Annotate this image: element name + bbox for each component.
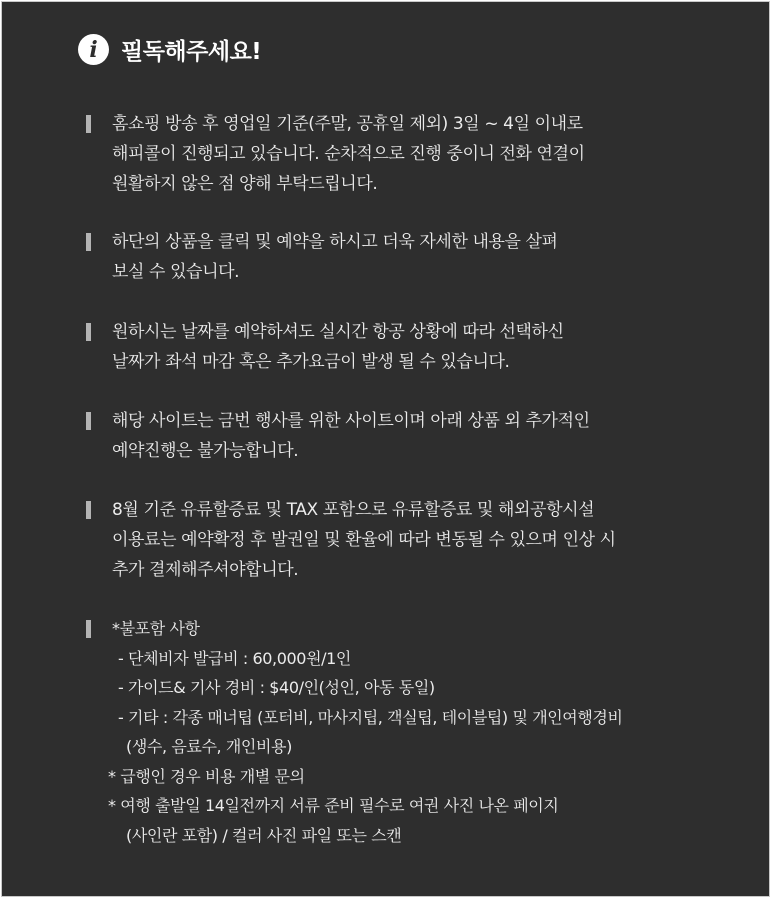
notice-panel bbox=[1, 1, 770, 897]
notice-item-flight-status bbox=[82, 317, 722, 377]
notice-text: 홈쇼핑 방송 후 영업일 기준(주말, 공휴일 제외) 3일 ~ 4일 이내로 해피콜이 진행되고 있습니다. 순차적으로 진행 중이니 전화 연결이 원활하지 않은 점 양해 부탁드립니다. bbox=[112, 114, 585, 194]
exclusions-list bbox=[108, 614, 722, 850]
bullet-bar bbox=[86, 115, 91, 133]
info-icon-glyph: i bbox=[89, 36, 98, 63]
notice-item-happycall bbox=[82, 109, 722, 199]
bullet-bar bbox=[86, 620, 91, 638]
exclusion-item-visa: - 단체비자 발급비 : 60,000원/1인 bbox=[118, 648, 351, 668]
exclusions-heading: *불포함 사항 bbox=[112, 619, 200, 638]
notice-text: 해당 사이트는 금번 행사를 위한 사이트이며 아래 상품 외 추가적인 예약진행은 불가능합니다. bbox=[112, 411, 590, 461]
notice-text: 원하시는 날짜를 예약하셔도 실시간 항공 상황에 따라 선택하신 날짜가 좌석 마감 혹은 추가요금이 발생 될 수 있습니다. bbox=[112, 322, 564, 372]
bullet-bar bbox=[86, 412, 91, 430]
notice-item-fuel-surcharge bbox=[82, 495, 722, 585]
bullet-bar bbox=[86, 233, 91, 251]
notice-text: 8월 기준 유류할증료 및 TAX 포함으로 유류할증료 및 해외공항시설 이용료는 예약확정 후 발권일 및 환율에 따라 변동될 수 있으며 인상 시 추가 결제해주셔야합니다. bbox=[112, 500, 616, 580]
bullet-bar bbox=[86, 501, 91, 519]
notice-item-product-click bbox=[82, 227, 722, 287]
note-documents-detail: (사인란 포함) / 컬러 사진 파일 또는 스캔 bbox=[126, 825, 402, 845]
notice-text: 하단의 상품을 클릭 및 예약을 하시고 더욱 자세한 내용을 살펴 보실 수 있습니다. bbox=[112, 232, 558, 282]
exclusion-item-guide-fee: - 가이드& 기사 경비 : $40/인(성인, 아동 동일) bbox=[118, 678, 435, 697]
exclusion-item-tips-detail: (생수, 음료수, 개인비용) bbox=[126, 737, 292, 756]
exclusion-item-tips: - 기타 : 각종 매너팁 (포터비, 마사지팁, 객실팁, 테이블팁) 및 개인여행경비 bbox=[118, 707, 623, 727]
info-icon bbox=[78, 34, 109, 65]
notice-title: 필독해주세요! bbox=[121, 38, 262, 65]
exclusions-section bbox=[82, 614, 722, 850]
bullet-bar bbox=[86, 323, 91, 341]
note-express: * 급행인 경우 비용 개별 문의 bbox=[108, 766, 305, 786]
notice-item-site-limit bbox=[82, 406, 722, 466]
note-documents: * 여행 출발일 14일전까지 서류 준비 필수로 여권 사진 나온 페이지 bbox=[108, 796, 559, 815]
notice-header bbox=[78, 32, 261, 66]
